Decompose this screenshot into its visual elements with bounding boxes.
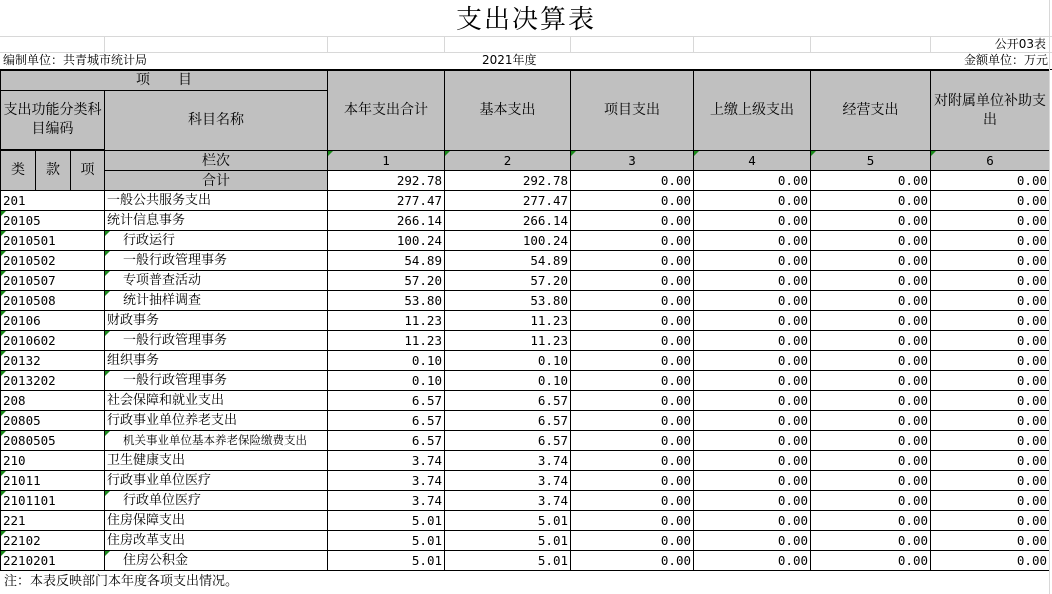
amount-cell: 0.00 <box>811 231 931 251</box>
amount-cell: 0.00 <box>931 191 1050 211</box>
subject-name: 组织事务 <box>105 351 328 371</box>
table-row <box>1 211 1050 231</box>
amount-cell: 5.01 <box>328 511 445 531</box>
amount-cell: 100.24 <box>328 231 445 251</box>
amount-cell: 0.00 <box>931 231 1050 251</box>
header-subject-name: 科目名称 <box>105 91 328 151</box>
subject-code: 2010507 <box>1 271 105 291</box>
amount-cell: 0.00 <box>571 371 694 391</box>
amount-cell: 0.00 <box>694 411 811 431</box>
amount-cell: 0.00 <box>694 231 811 251</box>
subject-code: 2210201 <box>1 551 105 571</box>
amount-cell: 0.00 <box>811 531 931 551</box>
subject-name: 专项普查活动 <box>105 271 328 291</box>
amount-cell: 0.00 <box>811 551 931 571</box>
amount-cell: 3.74 <box>445 471 571 491</box>
subject-code: 20805 <box>1 411 105 431</box>
header-func-code: 支出功能分类科目编码 <box>1 91 105 150</box>
amount-cell: 0.00 <box>571 411 694 431</box>
subject-code: 2101101 <box>1 491 105 511</box>
amount-cell: 0.00 <box>571 471 694 491</box>
amount-cell: 0.00 <box>571 531 694 551</box>
subject-code: 2010508 <box>1 291 105 311</box>
table-row <box>1 351 1050 371</box>
amount-cell: 57.20 <box>328 271 445 291</box>
subject-name: 财政事务 <box>105 311 328 331</box>
amount-cell: 0.00 <box>931 531 1050 551</box>
amount-cell: 0.00 <box>811 291 931 311</box>
subject-name: 行政运行 <box>105 231 328 251</box>
subject-name: 一般行政管理事务 <box>105 331 328 351</box>
total-value: 0.00 <box>571 171 694 191</box>
header-col-remit: 上缴上级支出 <box>694 71 811 151</box>
table-row <box>1 371 1050 391</box>
column-number: 5 <box>811 151 931 171</box>
amount-cell: 3.74 <box>328 471 445 491</box>
subject-name: 一般行政管理事务 <box>105 251 328 271</box>
table-row <box>1 491 1050 511</box>
amount-cell: 0.00 <box>694 311 811 331</box>
subject-name: 住房公积金 <box>105 551 328 571</box>
subject-code: 2080505 <box>1 431 105 451</box>
subject-code: 2010501 <box>1 231 105 251</box>
total-value: 0.00 <box>931 171 1050 191</box>
amount-cell: 0.00 <box>694 551 811 571</box>
amount-cell: 0.00 <box>694 471 811 491</box>
page-title: 支出决算表 <box>455 5 596 35</box>
amount-cell: 0.00 <box>811 511 931 531</box>
amount-cell: 53.80 <box>328 291 445 311</box>
amount-cell: 0.10 <box>328 351 445 371</box>
amount-cell: 0.00 <box>571 231 694 251</box>
amount-cell: 277.47 <box>445 191 571 211</box>
amount-cell: 5.01 <box>445 531 571 551</box>
amount-cell: 0.00 <box>694 291 811 311</box>
amount-cell: 0.10 <box>445 371 571 391</box>
subject-code: 20105 <box>1 211 105 231</box>
table-row <box>1 471 1050 491</box>
total-value: 0.00 <box>811 171 931 191</box>
amount-cell: 6.57 <box>328 431 445 451</box>
subject-name: 一般公共服务支出 <box>105 191 328 211</box>
amount-cell: 0.00 <box>571 191 694 211</box>
amount-cell: 0.00 <box>811 311 931 331</box>
amount-cell: 3.74 <box>445 491 571 511</box>
column-number: 4 <box>694 151 811 171</box>
amount-cell: 6.57 <box>445 431 571 451</box>
amount-cell: 0.00 <box>811 251 931 271</box>
subject-name: 行政单位医疗 <box>105 491 328 511</box>
subject-name: 住房保障支出 <box>105 511 328 531</box>
table-row <box>1 331 1050 351</box>
table-row <box>1 271 1050 291</box>
amount-cell: 266.14 <box>445 211 571 231</box>
amount-cell: 0.00 <box>694 211 811 231</box>
table-row <box>1 431 1050 451</box>
amount-cell: 0.00 <box>811 411 931 431</box>
amount-cell: 100.24 <box>445 231 571 251</box>
amount-cell: 0.00 <box>694 191 811 211</box>
amount-cell: 0.00 <box>931 451 1050 471</box>
amount-cell: 0.00 <box>694 511 811 531</box>
amount-cell: 0.10 <box>445 351 571 371</box>
header-lei: 类 <box>1 151 36 191</box>
table-row <box>1 291 1050 311</box>
column-number: 3 <box>571 151 694 171</box>
amount-cell: 0.00 <box>571 251 694 271</box>
amount-cell: 6.57 <box>328 411 445 431</box>
amount-cell: 0.00 <box>571 431 694 451</box>
subject-code: 201 <box>1 191 105 211</box>
amount-cell: 5.01 <box>445 551 571 571</box>
amount-cell: 0.00 <box>694 491 811 511</box>
amount-cell: 0.00 <box>694 531 811 551</box>
amount-cell: 0.00 <box>571 391 694 411</box>
amount-cell: 266.14 <box>328 211 445 231</box>
amount-cell: 54.89 <box>328 251 445 271</box>
amount-cell: 53.80 <box>445 291 571 311</box>
amount-cell: 0.00 <box>931 471 1050 491</box>
amount-cell: 0.00 <box>694 351 811 371</box>
header-lanci: 栏次 <box>105 151 328 171</box>
subject-name: 统计信息事务 <box>105 211 328 231</box>
table-row <box>1 411 1050 431</box>
table-row <box>1 531 1050 551</box>
compiling-unit: 编制单位：共青城市统计局 <box>3 53 148 67</box>
amount-cell: 0.00 <box>571 351 694 371</box>
amount-cell: 0.00 <box>931 511 1050 531</box>
header-xiang: 项 <box>71 151 105 191</box>
amount-cell: 6.57 <box>328 391 445 411</box>
empty-grid-row <box>0 36 1052 52</box>
subject-name: 社会保障和就业支出 <box>105 391 328 411</box>
amount-cell: 0.00 <box>811 391 931 411</box>
table-row <box>1 511 1050 531</box>
amount-cell: 0.00 <box>811 191 931 211</box>
header-col-total: 本年支出合计 <box>328 71 445 151</box>
amount-cell: 11.23 <box>445 331 571 351</box>
amount-cell: 0.00 <box>571 311 694 331</box>
header-col-subsidy: 对附属单位补助支出 <box>931 71 1050 151</box>
fiscal-year: 2021年度 <box>482 53 537 67</box>
amount-unit: 金额单位：万元 <box>963 53 1048 67</box>
amount-cell: 0.00 <box>694 331 811 351</box>
subject-name: 一般行政管理事务 <box>105 371 328 391</box>
subject-code: 20106 <box>1 311 105 331</box>
amount-cell: 3.74 <box>328 451 445 471</box>
amount-cell: 0.00 <box>571 271 694 291</box>
amount-cell: 11.23 <box>445 311 571 331</box>
amount-cell: 0.00 <box>694 251 811 271</box>
amount-cell: 0.00 <box>811 271 931 291</box>
table-row <box>1 311 1050 331</box>
amount-cell: 5.01 <box>445 511 571 531</box>
amount-cell: 0.00 <box>811 471 931 491</box>
form-number: 公开03表 <box>994 37 1046 51</box>
subject-code: 21011 <box>1 471 105 491</box>
amount-cell: 0.00 <box>571 491 694 511</box>
amount-cell: 0.00 <box>931 311 1050 331</box>
subject-name: 统计抽样调查 <box>105 291 328 311</box>
subject-name: 行政事业单位养老支出 <box>105 411 328 431</box>
amount-cell: 0.00 <box>571 551 694 571</box>
amount-cell: 0.00 <box>931 371 1050 391</box>
amount-cell: 0.00 <box>811 491 931 511</box>
subject-code: 22102 <box>1 531 105 551</box>
column-number: 6 <box>931 151 1050 171</box>
amount-cell: 0.00 <box>571 211 694 231</box>
expenditure-table <box>0 70 1050 571</box>
table-row <box>1 391 1050 411</box>
total-value: 292.78 <box>445 171 571 191</box>
total-value: 292.78 <box>328 171 445 191</box>
subject-code: 221 <box>1 511 105 531</box>
subject-code: 20132 <box>1 351 105 371</box>
amount-cell: 0.00 <box>694 431 811 451</box>
amount-cell: 0.10 <box>328 371 445 391</box>
table-row <box>1 451 1050 471</box>
amount-cell: 0.00 <box>931 431 1050 451</box>
amount-cell: 0.00 <box>811 211 931 231</box>
column-number: 2 <box>445 151 571 171</box>
amount-cell: 0.00 <box>571 451 694 471</box>
header-col-basic: 基本支出 <box>445 71 571 151</box>
amount-cell: 6.57 <box>445 411 571 431</box>
subject-code: 2013202 <box>1 371 105 391</box>
amount-cell: 0.00 <box>931 351 1050 371</box>
amount-cell: 0.00 <box>931 291 1050 311</box>
grid-edge <box>1049 0 1050 594</box>
header-item: 项 目 <box>1 71 328 91</box>
amount-cell: 11.23 <box>328 311 445 331</box>
amount-cell: 0.00 <box>931 211 1050 231</box>
subject-name: 住房改革支出 <box>105 531 328 551</box>
amount-cell: 0.00 <box>931 491 1050 511</box>
amount-cell: 0.00 <box>571 511 694 531</box>
amount-cell: 0.00 <box>811 351 931 371</box>
amount-cell: 0.00 <box>694 271 811 291</box>
amount-cell: 0.00 <box>694 451 811 471</box>
amount-cell: 0.00 <box>931 331 1050 351</box>
amount-cell: 277.47 <box>328 191 445 211</box>
subject-code: 2010602 <box>1 331 105 351</box>
subject-code: 2010502 <box>1 251 105 271</box>
amount-cell: 0.00 <box>811 451 931 471</box>
amount-cell: 0.00 <box>811 331 931 351</box>
amount-cell: 6.57 <box>445 391 571 411</box>
subject-name: 行政事业单位医疗 <box>105 471 328 491</box>
amount-cell: 0.00 <box>811 371 931 391</box>
header-kuan: 款 <box>36 151 71 191</box>
table-note: 注：本表反映部门本年度各项支出情况。 <box>4 574 239 589</box>
column-number: 1 <box>328 151 445 171</box>
total-label: 合计 <box>105 171 328 191</box>
amount-cell: 0.00 <box>811 431 931 451</box>
total-value: 0.00 <box>694 171 811 191</box>
amount-cell: 5.01 <box>328 531 445 551</box>
amount-cell: 0.00 <box>931 251 1050 271</box>
amount-cell: 3.74 <box>445 451 571 471</box>
amount-cell: 5.01 <box>328 551 445 571</box>
amount-cell: 0.00 <box>571 331 694 351</box>
header-col-project: 项目支出 <box>571 71 694 151</box>
table-row <box>1 551 1050 571</box>
amount-cell: 0.00 <box>694 371 811 391</box>
amount-cell: 0.00 <box>931 551 1050 571</box>
amount-cell: 3.74 <box>328 491 445 511</box>
amount-cell: 54.89 <box>445 251 571 271</box>
amount-cell: 0.00 <box>931 391 1050 411</box>
amount-cell: 0.00 <box>694 391 811 411</box>
subject-code: 208 <box>1 391 105 411</box>
amount-cell: 11.23 <box>328 331 445 351</box>
table-row <box>1 251 1050 271</box>
subject-name: 卫生健康支出 <box>105 451 328 471</box>
amount-cell: 0.00 <box>571 291 694 311</box>
table-row <box>1 231 1050 251</box>
amount-cell: 57.20 <box>445 271 571 291</box>
amount-cell: 0.00 <box>931 271 1050 291</box>
subject-code: 210 <box>1 451 105 471</box>
table-row <box>1 191 1050 211</box>
subject-name: 机关事业单位基本养老保险缴费支出 <box>105 431 328 451</box>
amount-cell: 0.00 <box>931 411 1050 431</box>
header-col-operating: 经营支出 <box>811 71 931 151</box>
